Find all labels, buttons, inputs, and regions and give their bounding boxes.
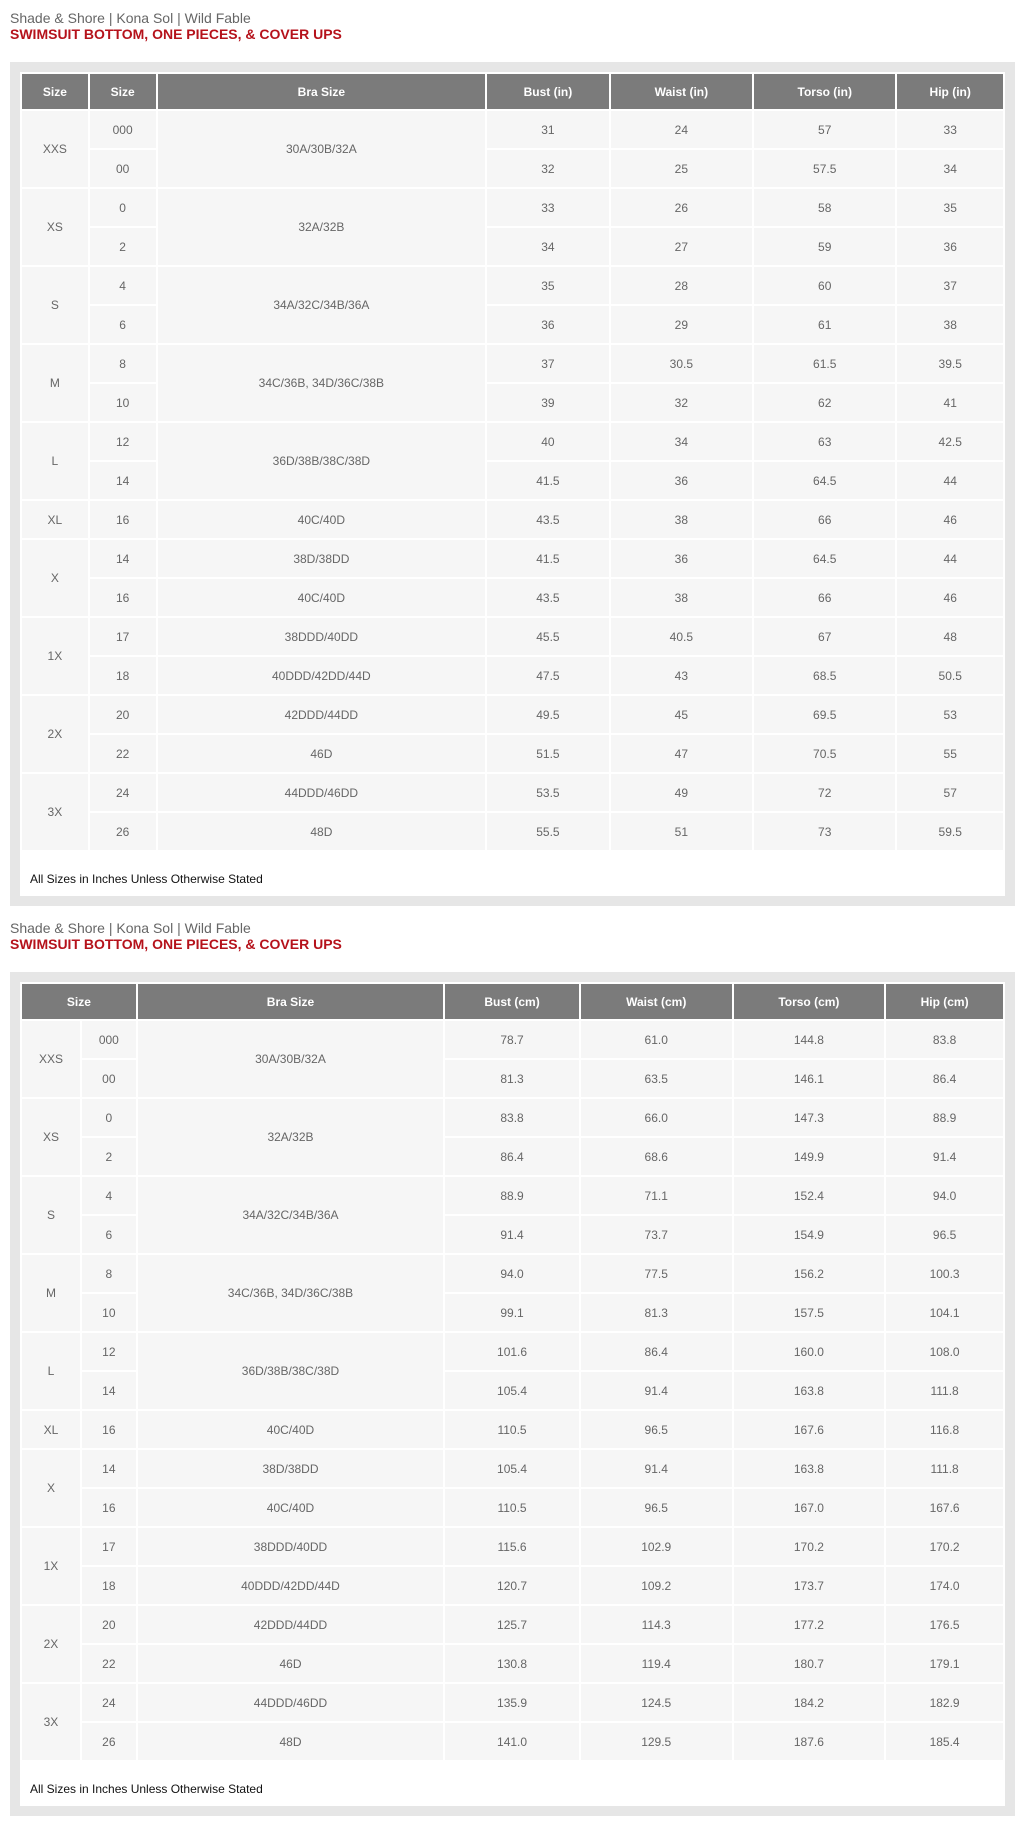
column-header: Torso (cm): [734, 984, 885, 1019]
size-label-cell: X: [22, 1450, 80, 1526]
waist-cell: 32: [611, 384, 752, 421]
column-header: Bra Size: [138, 984, 443, 1019]
bust-cell: 39: [487, 384, 608, 421]
torso-cell: 57.5: [754, 150, 895, 187]
torso-cell: 69.5: [754, 696, 895, 733]
bra-size-cell: 46D: [138, 1645, 443, 1682]
hip-cell: 50.5: [897, 657, 1003, 694]
size-label-cell: M: [22, 1255, 80, 1331]
size-number-cell: 26: [90, 813, 156, 850]
torso-cell: 180.7: [734, 1645, 885, 1682]
hip-cell: 53: [897, 696, 1003, 733]
size-label-cell: 2X: [22, 696, 88, 772]
size-number-cell: 14: [82, 1450, 136, 1487]
torso-cell: 184.2: [734, 1684, 885, 1721]
waist-cell: 96.5: [581, 1411, 732, 1448]
brand-names: Shade & Shore | Kona Sol | Wild Fable: [10, 920, 251, 936]
waist-cell: 96.5: [581, 1489, 732, 1526]
torso-cell: 170.2: [734, 1528, 885, 1565]
table-row: [22, 774, 1003, 811]
bust-cell: 86.4: [445, 1138, 579, 1175]
hip-cell: 39.5: [897, 345, 1003, 382]
size-label-cell: 1X: [22, 1528, 80, 1604]
chart-panel-inches: [10, 62, 1015, 906]
size-number-cell: 8: [90, 345, 156, 382]
hip-cell: 91.4: [886, 1138, 1003, 1175]
waist-cell: 86.4: [581, 1333, 732, 1370]
hip-cell: 174.0: [886, 1567, 1003, 1604]
size-number-cell: 14: [90, 540, 156, 577]
bra-size-cell: 38DDD/40DD: [158, 618, 486, 655]
waist-cell: 29: [611, 306, 752, 343]
waist-cell: 49: [611, 774, 752, 811]
table-row: [22, 696, 1003, 733]
size-label-cell: XXS: [22, 1021, 80, 1097]
chart-panel-cm: [10, 972, 1015, 1816]
bust-cell: 110.5: [445, 1489, 579, 1526]
torso-cell: 163.8: [734, 1372, 885, 1409]
bra-size-cell: 40DDD/42DD/44D: [158, 657, 486, 694]
hip-cell: 176.5: [886, 1606, 1003, 1643]
size-label-cell: 3X: [22, 774, 88, 850]
waist-cell: 91.4: [581, 1372, 732, 1409]
torso-cell: 144.8: [734, 1021, 885, 1058]
waist-cell: 43: [611, 657, 752, 694]
size-label-cell: S: [22, 1177, 80, 1253]
bra-size-cell: 30A/30B/32A: [158, 111, 486, 187]
torso-cell: 149.9: [734, 1138, 885, 1175]
size-label-cell: XS: [22, 1099, 80, 1175]
size-label-cell: L: [22, 423, 88, 499]
hip-cell: 48: [897, 618, 1003, 655]
bra-size-cell: 48D: [158, 813, 486, 850]
torso-cell: 57: [754, 111, 895, 148]
size-number-cell: 4: [90, 267, 156, 304]
column-header: Hip (cm): [886, 984, 1003, 1019]
size-number-cell: 14: [90, 462, 156, 499]
size-label-cell: 2X: [22, 1606, 80, 1682]
hip-cell: 34: [897, 150, 1003, 187]
chart-heading: SWIMSUIT BOTTOM, ONE PIECES, & COVER UPS: [10, 26, 342, 42]
table-row: [22, 657, 1003, 694]
torso-cell: 66: [754, 579, 895, 616]
torso-cell: 187.6: [734, 1723, 885, 1760]
torso-cell: 177.2: [734, 1606, 885, 1643]
waist-cell: 73.7: [581, 1216, 732, 1253]
hip-cell: 100.3: [886, 1255, 1003, 1292]
size-number-cell: 16: [82, 1411, 136, 1448]
bust-cell: 40: [487, 423, 608, 460]
waist-cell: 24: [611, 111, 752, 148]
waist-cell: 47: [611, 735, 752, 772]
waist-cell: 68.6: [581, 1138, 732, 1175]
bra-size-cell: 34A/32C/34B/36A: [158, 267, 486, 343]
hip-cell: 104.1: [886, 1294, 1003, 1331]
hip-cell: 111.8: [886, 1450, 1003, 1487]
bra-size-cell: 38D/38DD: [158, 540, 486, 577]
torso-cell: 146.1: [734, 1060, 885, 1097]
size-number-cell: 20: [90, 696, 156, 733]
torso-cell: 61: [754, 306, 895, 343]
size-number-cell: 17: [82, 1528, 136, 1565]
hip-cell: 83.8: [886, 1021, 1003, 1058]
bust-cell: 32: [487, 150, 608, 187]
bust-cell: 125.7: [445, 1606, 579, 1643]
hip-cell: 33: [897, 111, 1003, 148]
waist-cell: 66.0: [581, 1099, 732, 1136]
size-number-cell: 6: [82, 1216, 136, 1253]
torso-cell: 66: [754, 501, 895, 538]
hip-cell: 88.9: [886, 1099, 1003, 1136]
torso-cell: 72: [754, 774, 895, 811]
size-label-cell: M: [22, 345, 88, 421]
torso-cell: 68.5: [754, 657, 895, 694]
bust-cell: 91.4: [445, 1216, 579, 1253]
torso-cell: 160.0: [734, 1333, 885, 1370]
torso-cell: 62: [754, 384, 895, 421]
bust-cell: 141.0: [445, 1723, 579, 1760]
size-label-cell: XL: [22, 1411, 80, 1448]
torso-cell: 167.0: [734, 1489, 885, 1526]
waist-cell: 124.5: [581, 1684, 732, 1721]
bra-size-cell: 36D/38B/38C/38D: [158, 423, 486, 499]
size-number-cell: 16: [90, 579, 156, 616]
table-row: [22, 1567, 1003, 1604]
bust-cell: 43.5: [487, 501, 608, 538]
column-header: Size: [22, 984, 136, 1019]
waist-cell: 26: [611, 189, 752, 226]
size-number-cell: 000: [90, 111, 156, 148]
table-row: [22, 423, 1003, 460]
waist-cell: 30.5: [611, 345, 752, 382]
waist-cell: 36: [611, 540, 752, 577]
bust-cell: 55.5: [487, 813, 608, 850]
size-number-cell: 0: [82, 1099, 136, 1136]
bra-size-cell: 40C/40D: [158, 501, 486, 538]
torso-cell: 173.7: [734, 1567, 885, 1604]
bust-cell: 130.8: [445, 1645, 579, 1682]
hip-cell: 96.5: [886, 1216, 1003, 1253]
bra-size-cell: 42DDD/44DD: [158, 696, 486, 733]
hip-cell: 37: [897, 267, 1003, 304]
column-header: Torso (in): [754, 74, 895, 109]
torso-cell: 60: [754, 267, 895, 304]
table-row: [22, 540, 1003, 577]
bust-cell: 78.7: [445, 1021, 579, 1058]
column-header: Hip (in): [897, 74, 1003, 109]
hip-cell: 111.8: [886, 1372, 1003, 1409]
size-number-cell: 18: [90, 657, 156, 694]
bust-cell: 53.5: [487, 774, 608, 811]
torso-cell: 154.9: [734, 1216, 885, 1253]
torso-cell: 147.3: [734, 1099, 885, 1136]
bust-cell: 105.4: [445, 1372, 579, 1409]
bra-size-cell: 46D: [158, 735, 486, 772]
waist-cell: 61.0: [581, 1021, 732, 1058]
size-label-cell: XXS: [22, 111, 88, 187]
torso-cell: 61.5: [754, 345, 895, 382]
column-header: Waist (cm): [581, 984, 732, 1019]
size-label-cell: 1X: [22, 618, 88, 694]
size-label-cell: X: [22, 540, 88, 616]
hip-cell: 86.4: [886, 1060, 1003, 1097]
hip-cell: 41: [897, 384, 1003, 421]
size-number-cell: 24: [82, 1684, 136, 1721]
torso-cell: 59: [754, 228, 895, 265]
column-header: Bust (in): [487, 74, 608, 109]
waist-cell: 119.4: [581, 1645, 732, 1682]
column-header: Bust (cm): [445, 984, 579, 1019]
waist-cell: 129.5: [581, 1723, 732, 1760]
torso-cell: 58: [754, 189, 895, 226]
waist-cell: 28: [611, 267, 752, 304]
bust-cell: 115.6: [445, 1528, 579, 1565]
table-row: [22, 1177, 1003, 1214]
hip-cell: 170.2: [886, 1528, 1003, 1565]
waist-cell: 40.5: [611, 618, 752, 655]
hip-cell: 44: [897, 540, 1003, 577]
hip-cell: 167.6: [886, 1489, 1003, 1526]
hip-cell: 179.1: [886, 1645, 1003, 1682]
size-number-cell: 14: [82, 1372, 136, 1409]
bra-size-cell: 44DDD/46DD: [138, 1684, 443, 1721]
size-number-cell: 8: [82, 1255, 136, 1292]
bust-cell: 81.3: [445, 1060, 579, 1097]
size-label-cell: L: [22, 1333, 80, 1409]
table-row: [22, 111, 1003, 148]
size-label-cell: XL: [22, 501, 88, 538]
bust-cell: 34: [487, 228, 608, 265]
waist-cell: 91.4: [581, 1450, 732, 1487]
bust-cell: 99.1: [445, 1294, 579, 1331]
torso-cell: 163.8: [734, 1450, 885, 1487]
size-table-cm: [20, 982, 1005, 1762]
hip-cell: 35: [897, 189, 1003, 226]
table-row: [22, 1450, 1003, 1487]
column-header: Size: [90, 74, 156, 109]
size-number-cell: 24: [90, 774, 156, 811]
bra-size-cell: 32A/32B: [138, 1099, 443, 1175]
size-number-cell: 000: [82, 1021, 136, 1058]
bra-size-cell: 36D/38B/38C/38D: [138, 1333, 443, 1409]
torso-cell: 167.6: [734, 1411, 885, 1448]
table-row: [22, 1333, 1003, 1370]
torso-cell: 63: [754, 423, 895, 460]
bust-cell: 83.8: [445, 1099, 579, 1136]
waist-cell: 114.3: [581, 1606, 732, 1643]
bra-size-cell: 34C/36B, 34D/36C/38B: [158, 345, 486, 421]
header-row: [22, 74, 1003, 109]
torso-cell: 64.5: [754, 462, 895, 499]
table-row: [22, 1684, 1003, 1721]
table-row: [22, 579, 1003, 616]
bust-cell: 35: [487, 267, 608, 304]
bra-size-cell: 40DDD/42DD/44D: [138, 1567, 443, 1604]
bust-cell: 47.5: [487, 657, 608, 694]
size-number-cell: 22: [82, 1645, 136, 1682]
waist-cell: 81.3: [581, 1294, 732, 1331]
bust-cell: 41.5: [487, 462, 608, 499]
table-row: [22, 189, 1003, 226]
hip-cell: 94.0: [886, 1177, 1003, 1214]
waist-cell: 25: [611, 150, 752, 187]
hip-cell: 185.4: [886, 1723, 1003, 1760]
hip-cell: 46: [897, 501, 1003, 538]
waist-cell: 51: [611, 813, 752, 850]
bust-cell: 31: [487, 111, 608, 148]
hip-cell: 44: [897, 462, 1003, 499]
table-row: [22, 1021, 1003, 1058]
bust-cell: 51.5: [487, 735, 608, 772]
hip-cell: 116.8: [886, 1411, 1003, 1448]
bust-cell: 45.5: [487, 618, 608, 655]
bra-size-cell: 42DDD/44DD: [138, 1606, 443, 1643]
waist-cell: 71.1: [581, 1177, 732, 1214]
units-note: All Sizes in Inches Unless Otherwise Stated: [30, 872, 263, 886]
torso-cell: 157.5: [734, 1294, 885, 1331]
size-label-cell: S: [22, 267, 88, 343]
bra-size-cell: 48D: [138, 1723, 443, 1760]
hip-cell: 42.5: [897, 423, 1003, 460]
bust-cell: 37: [487, 345, 608, 382]
size-number-cell: 18: [82, 1567, 136, 1604]
table-row: [22, 735, 1003, 772]
waist-cell: 27: [611, 228, 752, 265]
bust-cell: 49.5: [487, 696, 608, 733]
table-row: [22, 1411, 1003, 1448]
bust-cell: 33: [487, 189, 608, 226]
size-number-cell: 4: [82, 1177, 136, 1214]
table-row: [22, 1099, 1003, 1136]
size-table-inches: [20, 72, 1005, 852]
size-number-cell: 0: [90, 189, 156, 226]
size-number-cell: 20: [82, 1606, 136, 1643]
bust-cell: 41.5: [487, 540, 608, 577]
bra-size-cell: 34A/32C/34B/36A: [138, 1177, 443, 1253]
hip-cell: 36: [897, 228, 1003, 265]
waist-cell: 63.5: [581, 1060, 732, 1097]
bra-size-cell: 30A/30B/32A: [138, 1021, 443, 1097]
hip-cell: 59.5: [897, 813, 1003, 850]
bust-cell: 101.6: [445, 1333, 579, 1370]
size-number-cell: 10: [90, 384, 156, 421]
table-row: [22, 1528, 1003, 1565]
bust-cell: 105.4: [445, 1450, 579, 1487]
bra-size-cell: 44DDD/46DD: [158, 774, 486, 811]
table-row: [22, 1255, 1003, 1292]
units-note: All Sizes in Inches Unless Otherwise Stated: [30, 1782, 263, 1796]
column-header: Size: [22, 74, 88, 109]
waist-cell: 38: [611, 501, 752, 538]
bra-size-cell: 38DDD/40DD: [138, 1528, 443, 1565]
torso-cell: 156.2: [734, 1255, 885, 1292]
column-header: Waist (in): [611, 74, 752, 109]
chart-heading: SWIMSUIT BOTTOM, ONE PIECES, & COVER UPS: [10, 936, 342, 952]
size-number-cell: 10: [82, 1294, 136, 1331]
size-number-cell: 00: [82, 1060, 136, 1097]
size-number-cell: 16: [82, 1489, 136, 1526]
bust-cell: 135.9: [445, 1684, 579, 1721]
size-number-cell: 2: [82, 1138, 136, 1175]
size-chart-inches-section: [0, 0, 1024, 910]
waist-cell: 34: [611, 423, 752, 460]
bra-size-cell: 40C/40D: [158, 579, 486, 616]
size-number-cell: 2: [90, 228, 156, 265]
bust-cell: 88.9: [445, 1177, 579, 1214]
size-label-cell: 3X: [22, 1684, 80, 1760]
table-row: [22, 345, 1003, 382]
bra-size-cell: 40C/40D: [138, 1411, 443, 1448]
bra-size-cell: 34C/36B, 34D/36C/38B: [138, 1255, 443, 1331]
waist-cell: 36: [611, 462, 752, 499]
waist-cell: 38: [611, 579, 752, 616]
table-row: [22, 501, 1003, 538]
bust-cell: 94.0: [445, 1255, 579, 1292]
column-header: Bra Size: [158, 74, 486, 109]
waist-cell: 45: [611, 696, 752, 733]
torso-cell: 152.4: [734, 1177, 885, 1214]
size-label-cell: XS: [22, 189, 88, 265]
table-row: [22, 618, 1003, 655]
torso-cell: 67: [754, 618, 895, 655]
hip-cell: 38: [897, 306, 1003, 343]
bra-size-cell: 40C/40D: [138, 1489, 443, 1526]
size-number-cell: 16: [90, 501, 156, 538]
size-number-cell: 17: [90, 618, 156, 655]
bust-cell: 110.5: [445, 1411, 579, 1448]
size-number-cell: 12: [82, 1333, 136, 1370]
table-row: [22, 267, 1003, 304]
hip-cell: 108.0: [886, 1333, 1003, 1370]
size-number-cell: 12: [90, 423, 156, 460]
hip-cell: 46: [897, 579, 1003, 616]
size-number-cell: 22: [90, 735, 156, 772]
table-row: [22, 1723, 1003, 1760]
table-row: [22, 1645, 1003, 1682]
table-row: [22, 1606, 1003, 1643]
brand-names: Shade & Shore | Kona Sol | Wild Fable: [10, 10, 251, 26]
torso-cell: 64.5: [754, 540, 895, 577]
bra-size-cell: 38D/38DD: [138, 1450, 443, 1487]
table-row: [22, 1489, 1003, 1526]
size-number-cell: 6: [90, 306, 156, 343]
header-row: [22, 984, 1003, 1019]
bra-size-cell: 32A/32B: [158, 189, 486, 265]
hip-cell: 55: [897, 735, 1003, 772]
hip-cell: 182.9: [886, 1684, 1003, 1721]
waist-cell: 77.5: [581, 1255, 732, 1292]
bust-cell: 43.5: [487, 579, 608, 616]
size-number-cell: 00: [90, 150, 156, 187]
table-row: [22, 813, 1003, 850]
bust-cell: 120.7: [445, 1567, 579, 1604]
torso-cell: 73: [754, 813, 895, 850]
waist-cell: 109.2: [581, 1567, 732, 1604]
size-number-cell: 26: [82, 1723, 136, 1760]
size-chart-cm-section: [0, 910, 1024, 1830]
hip-cell: 57: [897, 774, 1003, 811]
torso-cell: 70.5: [754, 735, 895, 772]
bust-cell: 36: [487, 306, 608, 343]
waist-cell: 102.9: [581, 1528, 732, 1565]
